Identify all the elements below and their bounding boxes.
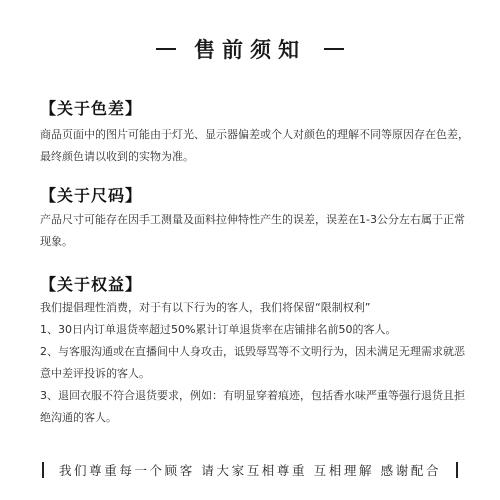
text-line: 1、30日内订单退货率超过50%累计订单退货率在店铺排名前50的客人。 [40,323,397,336]
page-title [0,34,500,64]
text-line: 产品尺寸可能存在因手工测量及面料拉伸特性产生的误差，误差在1-3公分左右属于正常 [40,213,465,226]
title-left-dash [156,48,176,50]
page-title-text: 售前须知 [194,38,306,62]
footer-slogan-bar [42,460,458,480]
text-line: 我们提倡理性消费，对于有以下行为的客人，我们将保留“限制权利” [40,301,371,314]
text-line: 3、退回衣服不符合退货要求，例如：有明显穿着痕迹，包括香水味严重等强行退货且拒 [40,389,465,402]
text-line: 现象。 [40,235,73,248]
text-line: 最终颜色请以收到的实物为准。 [40,150,194,163]
text-line: 2、与客服沟通或在直播间中人身攻击，诋毁辱骂等不文明行为，因未满足无理需求就恶 [40,345,465,358]
section-body-rights [40,297,470,429]
footer-slogan: 我们尊重每一个顾客 请大家互相尊重 互相理解 感谢配合 [58,463,442,478]
text-line: 绝沟通的客人。 [40,411,117,424]
text-line: 意中差评投诉的客人。 [40,367,150,380]
section-heading-rights: 【关于权益】 [40,275,143,294]
title-right-dash [324,48,344,50]
section-heading-color: 【关于色差】 [40,99,143,118]
text-line: 商品页面中的图片可能由于灯光、显示器偏差或个人对颜色的理解不同等原因存在色差， [40,128,469,141]
section-body-color [40,124,470,168]
section-body-size [40,209,470,253]
section-heading-size: 【关于尺码】 [40,186,143,205]
footer-right-bar [456,462,458,478]
